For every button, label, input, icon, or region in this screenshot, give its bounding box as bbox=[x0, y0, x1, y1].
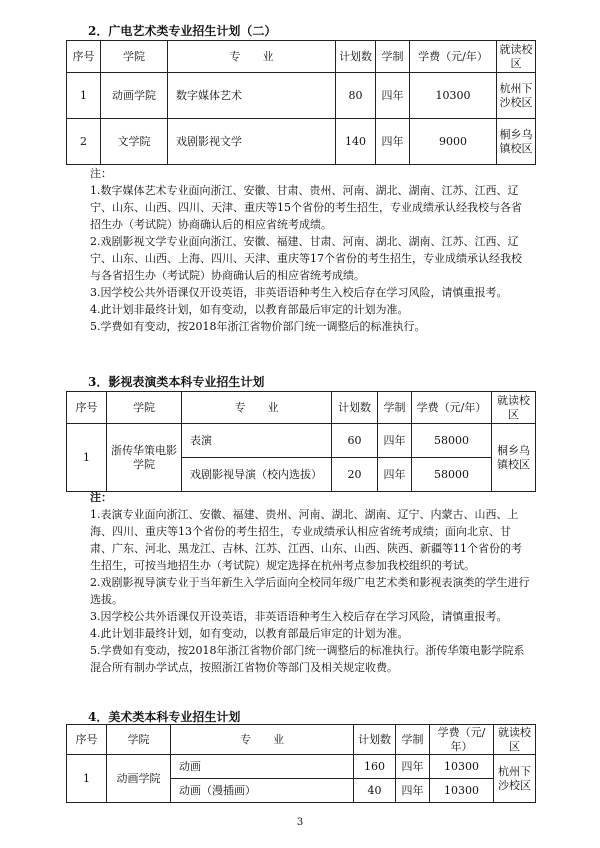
cell-plan: 60 bbox=[332, 424, 378, 458]
header-major: 专 业 bbox=[182, 392, 332, 424]
header-plan: 计划数 bbox=[336, 41, 376, 73]
cell-plan: 140 bbox=[336, 119, 376, 165]
cell-college: 动画学院 bbox=[107, 755, 171, 803]
cell-campus: 桐乡乌镇校区 bbox=[497, 119, 536, 165]
cell-plan: 20 bbox=[332, 458, 378, 492]
note-item: 3.因学校公共外语课仅开设英语，非英语语种考生入校后存在学习风险，请慎重报考。 bbox=[90, 286, 508, 299]
cell-plan: 40 bbox=[354, 779, 396, 803]
cell-no: 1 bbox=[67, 424, 107, 492]
cell-college: 动画学院 bbox=[101, 73, 168, 119]
table-row bbox=[67, 755, 536, 779]
cell-major: 表演 bbox=[182, 424, 332, 458]
cell-years: 四年 bbox=[376, 73, 410, 119]
section2-title: 2．广电艺术类专业招生计划（二） bbox=[88, 24, 277, 38]
note-item: 2.戏剧影视导演专业于当年新生入学后面向全校同年级广电艺术类和影视表演类的学生进行选拔。 bbox=[90, 576, 530, 606]
header-years: 学制 bbox=[396, 725, 430, 755]
header-no: 序号 bbox=[67, 725, 107, 755]
header-fee: 学费（元/年） bbox=[410, 41, 497, 73]
cell-years: 四年 bbox=[396, 779, 430, 803]
section4-title: 4．美术类本科专业招生计划 bbox=[88, 710, 241, 724]
note-item: 4.此计划非最终计划，如有变动，以教育部最后审定的计划为准。 bbox=[90, 303, 409, 316]
table-row bbox=[67, 119, 536, 165]
cell-fee: 10300 bbox=[430, 755, 494, 779]
cell-years: 四年 bbox=[396, 755, 430, 779]
section3-notes bbox=[84, 489, 530, 676]
header-no: 序号 bbox=[67, 392, 107, 424]
header-college: 学院 bbox=[107, 725, 171, 755]
section2-table bbox=[66, 40, 536, 165]
note-item: 2.戏剧影视文学专业面向浙江、安徽、福建、甘肃、河南、湖北、湖南、江苏、江西、辽宁、山东、山西、上海、四川、天津、重庆等17个省份的考生招生，专业成绩承认经我校与各省招生办（考试院）协商确认后的相应省统考成绩。 bbox=[90, 235, 522, 282]
header-plan: 计划数 bbox=[354, 725, 396, 755]
header-years: 学制 bbox=[378, 392, 412, 424]
cell-fee: 10300 bbox=[410, 73, 497, 119]
section3-table bbox=[66, 391, 536, 492]
header-campus: 就读校区 bbox=[497, 41, 536, 73]
cell-college: 文学院 bbox=[101, 119, 168, 165]
notes-heading: 注： bbox=[90, 167, 112, 180]
cell-years: 四年 bbox=[376, 119, 410, 165]
header-no: 序号 bbox=[67, 41, 101, 73]
table-row bbox=[67, 73, 536, 119]
cell-campus: 杭州下沙校区 bbox=[497, 73, 536, 119]
cell-fee: 10300 bbox=[430, 779, 494, 803]
header-campus: 就读校区 bbox=[492, 392, 536, 424]
page-number: 3 bbox=[296, 817, 304, 828]
header-major: 专 业 bbox=[171, 725, 354, 755]
header-college: 学院 bbox=[101, 41, 168, 73]
cell-no: 1 bbox=[67, 73, 101, 119]
header-years: 学制 bbox=[376, 41, 410, 73]
note-item: 1.数字媒体艺术专业面向浙江、安徽、甘肃、贵州、河南、湖北、湖南、江苏、江西、辽宁、山东、山西、四川、天津、重庆等15个省份的考生招生，专业成绩承认经我校与各省招生办（考试院）协商确认后的相应省统考成绩。 bbox=[90, 184, 522, 231]
cell-campus: 杭州下沙校区 bbox=[494, 755, 536, 803]
cell-major: 戏剧影视文学 bbox=[168, 119, 336, 165]
note-item: 4.此计划非最终计划，如有变动，以教育部最后审定的计划为准。 bbox=[90, 627, 409, 640]
note-item: 3.因学校公共外语课仅开设英语，非英语语种考生入校后存在学习风险，请慎重报考。 bbox=[90, 610, 508, 623]
header-fee: 学费（元/年） bbox=[412, 392, 492, 424]
table-header-row bbox=[67, 41, 536, 73]
header-campus: 就读校区 bbox=[494, 725, 536, 755]
cell-fee: 58000 bbox=[412, 458, 492, 492]
section2-notes bbox=[84, 165, 530, 335]
cell-major: 动画 bbox=[171, 755, 354, 779]
table-header-row bbox=[67, 725, 536, 755]
note-item: 5.学费如有变动，按2018年浙江省物价部门统一调整后的标准执行。 bbox=[90, 320, 426, 333]
header-fee: 学费（元/年） bbox=[430, 725, 494, 755]
notes-heading: 注： bbox=[90, 491, 112, 504]
cell-years: 四年 bbox=[378, 424, 412, 458]
table-row bbox=[67, 424, 536, 458]
cell-campus: 桐乡乌镇校区 bbox=[492, 424, 536, 492]
cell-major: 数字媒体艺术 bbox=[168, 73, 336, 119]
table-header-row bbox=[67, 392, 536, 424]
cell-no: 1 bbox=[67, 755, 107, 803]
cell-college: 浙传华策电影学院 bbox=[107, 424, 182, 492]
cell-major: 戏剧影视导演（校内选拔） bbox=[182, 458, 332, 492]
header-college: 学院 bbox=[107, 392, 182, 424]
cell-fee: 58000 bbox=[412, 424, 492, 458]
cell-major: 动画（漫插画） bbox=[171, 779, 354, 803]
header-major: 专 业 bbox=[168, 41, 336, 73]
cell-plan: 80 bbox=[336, 73, 376, 119]
note-item: 5.学费如有变动，按2018年浙江省物价部门统一调整后的标准执行。浙传华策电影学院系混合所有制办学试点，按照浙江省物价等部门及相关规定收费。 bbox=[90, 644, 525, 674]
note-item: 1.表演专业面向浙江、安徽、福建、贵州、河南、湖北、湖南、辽宁、内蒙古、山西、上海、四川、重庆等13个省份的考生招生，专业成绩承认相应省统考成绩；面向北京、甘肃、广东、河北、黑龙江、吉林、江苏、江西、山东、山西、陕西、新疆等11个省份的考生招生，可按当地招生办（考试院）规定选择在杭州考点参加我校组织的考试。 bbox=[90, 508, 522, 572]
cell-years: 四年 bbox=[378, 458, 412, 492]
header-plan: 计划数 bbox=[332, 392, 378, 424]
cell-fee: 9000 bbox=[410, 119, 497, 165]
section4-table bbox=[66, 724, 536, 803]
section3-title: 3．影视表演类本科专业招生计划 bbox=[88, 375, 265, 389]
cell-plan: 160 bbox=[354, 755, 396, 779]
cell-no: 2 bbox=[67, 119, 101, 165]
